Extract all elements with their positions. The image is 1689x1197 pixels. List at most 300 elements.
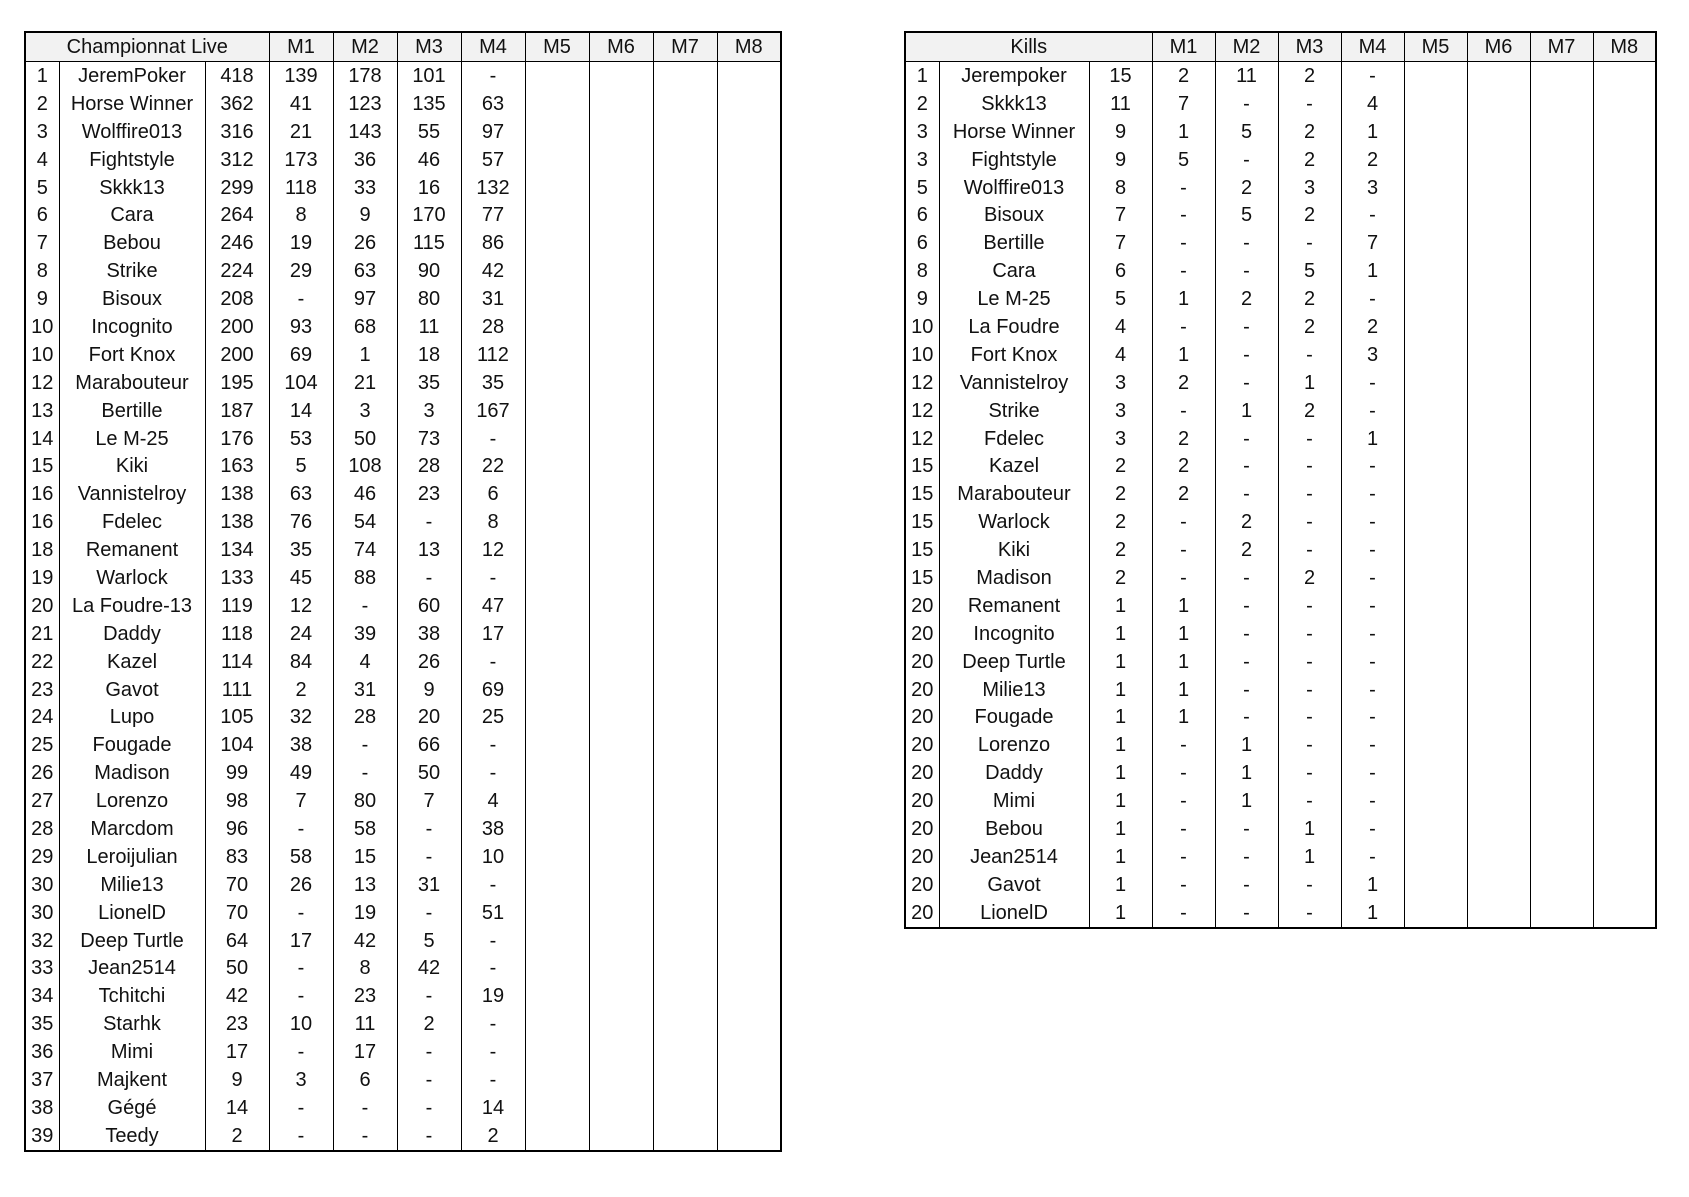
total-cell: 83 <box>205 843 269 871</box>
player-cell: Milie13 <box>59 871 205 899</box>
table-row <box>25 285 781 313</box>
score-cell <box>653 648 717 676</box>
score-cell <box>1404 564 1467 592</box>
total-cell: 1 <box>1089 871 1152 899</box>
score-cell <box>1467 508 1530 536</box>
score-cell: - <box>269 1122 333 1151</box>
score-cell: - <box>1341 843 1404 871</box>
score-cell: 2 <box>1278 313 1341 341</box>
score-cell <box>1530 229 1593 257</box>
score-cell: - <box>461 1066 525 1094</box>
score-cell: 36 <box>333 146 397 174</box>
score-cell: 58 <box>269 843 333 871</box>
score-cell <box>653 564 717 592</box>
player-cell: Cara <box>59 201 205 229</box>
rank-cell: 20 <box>905 871 939 899</box>
score-cell <box>653 229 717 257</box>
score-cell <box>1593 592 1656 620</box>
score-cell <box>1530 90 1593 118</box>
table-row <box>25 257 781 285</box>
rank-cell: 3 <box>25 118 59 146</box>
score-cell <box>717 1066 781 1094</box>
score-cell <box>1593 201 1656 229</box>
table-row <box>25 118 781 146</box>
rank-cell: 20 <box>905 731 939 759</box>
rank-cell: 2 <box>905 90 939 118</box>
player-cell: Marcdom <box>59 815 205 843</box>
total-cell: 3 <box>1089 425 1152 453</box>
score-cell: 104 <box>269 369 333 397</box>
score-cell: - <box>1278 703 1341 731</box>
score-cell: - <box>1341 648 1404 676</box>
score-cell: 2 <box>1278 146 1341 174</box>
total-cell: 4 <box>1089 341 1152 369</box>
score-cell: 7 <box>269 787 333 815</box>
total-cell: 17 <box>205 1038 269 1066</box>
score-cell <box>1593 564 1656 592</box>
score-cell: 29 <box>269 257 333 285</box>
score-cell: 47 <box>461 592 525 620</box>
score-cell: 24 <box>269 620 333 648</box>
total-cell: 1 <box>1089 648 1152 676</box>
score-cell: 2 <box>1278 62 1341 90</box>
score-cell <box>1404 201 1467 229</box>
rank-cell: 20 <box>905 787 939 815</box>
player-cell: LionelD <box>939 899 1089 928</box>
player-cell: LionelD <box>59 899 205 927</box>
score-cell: 38 <box>269 731 333 759</box>
score-cell: - <box>1278 536 1341 564</box>
score-cell <box>589 731 653 759</box>
score-cell: 9 <box>333 201 397 229</box>
score-cell <box>589 1094 653 1122</box>
total-cell: 8 <box>1089 174 1152 202</box>
score-cell <box>653 1122 717 1151</box>
score-cell <box>717 174 781 202</box>
player-cell: Daddy <box>59 620 205 648</box>
score-cell <box>525 313 589 341</box>
player-cell: Fougade <box>59 731 205 759</box>
table-row <box>905 843 1656 871</box>
score-cell: - <box>1278 648 1341 676</box>
score-cell <box>1404 146 1467 174</box>
rank-cell: 20 <box>905 620 939 648</box>
total-cell: 15 <box>1089 62 1152 90</box>
score-cell: 86 <box>461 229 525 257</box>
total-cell: 312 <box>205 146 269 174</box>
total-cell: 2 <box>1089 508 1152 536</box>
score-cell: - <box>1152 174 1215 202</box>
match-header: M3 <box>397 32 461 62</box>
player-cell: Bisoux <box>939 201 1089 229</box>
score-cell <box>1467 480 1530 508</box>
rank-cell: 15 <box>905 480 939 508</box>
table-row <box>25 1038 781 1066</box>
rank-cell: 20 <box>905 703 939 731</box>
score-cell <box>653 703 717 731</box>
score-cell <box>653 982 717 1010</box>
score-cell <box>1467 425 1530 453</box>
score-cell: - <box>1341 480 1404 508</box>
score-cell: 41 <box>269 90 333 118</box>
score-cell <box>589 341 653 369</box>
player-cell: Vannistelroy <box>59 480 205 508</box>
score-cell: 68 <box>333 313 397 341</box>
score-cell: - <box>1341 397 1404 425</box>
score-cell: - <box>1215 620 1278 648</box>
score-cell: - <box>461 564 525 592</box>
score-cell <box>1530 257 1593 285</box>
table-row <box>25 703 781 731</box>
score-cell: - <box>1341 676 1404 704</box>
score-cell <box>589 899 653 927</box>
score-cell <box>1593 731 1656 759</box>
score-cell: - <box>1341 815 1404 843</box>
score-cell <box>525 452 589 480</box>
score-cell: - <box>1341 536 1404 564</box>
score-cell: - <box>1152 229 1215 257</box>
table-row <box>905 787 1656 815</box>
score-cell <box>1593 118 1656 146</box>
rank-cell: 26 <box>25 759 59 787</box>
player-cell: Fightstyle <box>59 146 205 174</box>
rank-cell: 32 <box>25 927 59 955</box>
score-cell <box>717 536 781 564</box>
score-cell: 2 <box>1152 62 1215 90</box>
score-cell <box>717 90 781 118</box>
score-cell <box>1593 676 1656 704</box>
player-cell: Fougade <box>939 703 1089 731</box>
score-cell: 17 <box>269 927 333 955</box>
score-cell <box>589 536 653 564</box>
total-cell: 9 <box>205 1066 269 1094</box>
score-cell: 1 <box>1152 648 1215 676</box>
rank-cell: 20 <box>905 648 939 676</box>
score-cell: - <box>397 1122 461 1151</box>
player-cell: Wolffire013 <box>939 174 1089 202</box>
score-cell <box>1530 871 1593 899</box>
score-cell: - <box>1215 341 1278 369</box>
score-cell: 39 <box>333 620 397 648</box>
player-cell: Skkk13 <box>59 174 205 202</box>
score-cell <box>1467 118 1530 146</box>
score-cell <box>1467 759 1530 787</box>
score-cell <box>589 592 653 620</box>
score-cell <box>1404 118 1467 146</box>
score-cell: 20 <box>397 703 461 731</box>
player-cell: Warlock <box>939 508 1089 536</box>
score-cell: - <box>461 648 525 676</box>
score-cell <box>1467 62 1530 90</box>
score-cell: 3 <box>1341 174 1404 202</box>
championnat-table <box>24 31 782 1152</box>
score-cell: 4 <box>333 648 397 676</box>
table-row <box>25 648 781 676</box>
score-cell <box>1530 285 1593 313</box>
score-cell <box>589 843 653 871</box>
total-cell: 70 <box>205 899 269 927</box>
score-cell <box>653 1010 717 1038</box>
score-cell <box>653 1094 717 1122</box>
score-cell <box>1404 313 1467 341</box>
match-header: M2 <box>1215 32 1278 62</box>
rank-cell: 12 <box>905 425 939 453</box>
score-cell <box>525 982 589 1010</box>
table-row <box>905 397 1656 425</box>
rank-cell: 16 <box>25 480 59 508</box>
player-cell: Strike <box>59 257 205 285</box>
score-cell <box>1593 815 1656 843</box>
score-cell <box>1467 174 1530 202</box>
score-cell <box>589 871 653 899</box>
score-cell: - <box>1215 452 1278 480</box>
score-cell <box>589 982 653 1010</box>
score-cell <box>1404 731 1467 759</box>
player-cell: Bertille <box>59 397 205 425</box>
score-cell: 69 <box>461 676 525 704</box>
score-cell <box>1404 90 1467 118</box>
rank-cell: 34 <box>25 982 59 1010</box>
score-cell: 1 <box>1341 899 1404 928</box>
score-cell <box>717 955 781 983</box>
score-cell <box>589 397 653 425</box>
table-row <box>25 899 781 927</box>
score-cell <box>1530 369 1593 397</box>
score-cell: 53 <box>269 425 333 453</box>
score-cell <box>717 341 781 369</box>
score-cell: 1 <box>1341 871 1404 899</box>
score-cell: 1 <box>1152 620 1215 648</box>
score-cell <box>1404 592 1467 620</box>
table-title: Kills <box>905 32 1152 62</box>
score-cell: 35 <box>461 369 525 397</box>
player-cell: Warlock <box>59 564 205 592</box>
score-cell: 8 <box>461 508 525 536</box>
total-cell: 114 <box>205 648 269 676</box>
score-cell <box>589 146 653 174</box>
score-cell: 3 <box>1341 341 1404 369</box>
score-cell: 6 <box>461 480 525 508</box>
score-cell: 178 <box>333 62 397 90</box>
score-cell <box>653 676 717 704</box>
score-cell <box>1530 676 1593 704</box>
score-cell: - <box>1341 620 1404 648</box>
score-cell <box>1467 620 1530 648</box>
score-cell: 2 <box>1152 452 1215 480</box>
score-cell <box>525 480 589 508</box>
match-header: M4 <box>461 32 525 62</box>
score-cell <box>717 564 781 592</box>
score-cell: 1 <box>1215 397 1278 425</box>
score-cell <box>589 620 653 648</box>
score-cell <box>717 425 781 453</box>
score-cell <box>525 201 589 229</box>
score-cell: 2 <box>1278 397 1341 425</box>
table-row <box>905 452 1656 480</box>
score-cell <box>1530 592 1593 620</box>
score-cell <box>1593 174 1656 202</box>
rank-cell: 18 <box>25 536 59 564</box>
total-cell: 14 <box>205 1094 269 1122</box>
total-cell: 50 <box>205 955 269 983</box>
rank-cell: 16 <box>25 508 59 536</box>
table-row <box>25 62 781 90</box>
score-cell: 7 <box>1341 229 1404 257</box>
score-cell <box>1530 731 1593 759</box>
score-cell <box>525 118 589 146</box>
score-cell: - <box>1341 369 1404 397</box>
table-row <box>905 759 1656 787</box>
score-cell <box>653 174 717 202</box>
score-cell <box>1593 703 1656 731</box>
player-cell: Remanent <box>939 592 1089 620</box>
score-cell: 2 <box>1152 480 1215 508</box>
score-cell: - <box>397 815 461 843</box>
score-cell <box>717 871 781 899</box>
score-cell: 46 <box>397 146 461 174</box>
player-cell: Cara <box>939 257 1089 285</box>
score-cell <box>1593 257 1656 285</box>
score-cell: 26 <box>269 871 333 899</box>
score-cell: 97 <box>461 118 525 146</box>
rank-cell: 23 <box>25 676 59 704</box>
rank-cell: 12 <box>25 369 59 397</box>
total-cell: 299 <box>205 174 269 202</box>
rank-cell: 2 <box>25 90 59 118</box>
score-cell <box>1593 452 1656 480</box>
score-cell <box>717 592 781 620</box>
score-cell: 2 <box>1341 313 1404 341</box>
player-cell: Horse Winner <box>939 118 1089 146</box>
score-cell: - <box>1215 899 1278 928</box>
score-cell <box>1467 313 1530 341</box>
rank-cell: 7 <box>25 229 59 257</box>
score-cell: 93 <box>269 313 333 341</box>
total-cell: 111 <box>205 676 269 704</box>
player-cell: Madison <box>939 564 1089 592</box>
table-row <box>905 146 1656 174</box>
score-cell: 80 <box>333 787 397 815</box>
score-cell: - <box>1341 787 1404 815</box>
score-cell <box>525 871 589 899</box>
player-cell: Fort Knox <box>939 341 1089 369</box>
table-row <box>25 871 781 899</box>
rank-cell: 15 <box>905 508 939 536</box>
score-cell <box>525 843 589 871</box>
player-cell: Leroijulian <box>59 843 205 871</box>
total-cell: 2 <box>205 1122 269 1151</box>
score-cell <box>589 927 653 955</box>
score-cell <box>1467 452 1530 480</box>
score-cell: - <box>1215 815 1278 843</box>
score-cell <box>1530 536 1593 564</box>
score-cell: 38 <box>461 815 525 843</box>
score-cell <box>653 369 717 397</box>
score-cell: 1 <box>1215 731 1278 759</box>
table-row <box>905 703 1656 731</box>
score-cell <box>1404 341 1467 369</box>
table-row <box>25 452 781 480</box>
score-cell: 3 <box>333 397 397 425</box>
score-cell: 115 <box>397 229 461 257</box>
score-cell <box>589 174 653 202</box>
score-cell <box>589 313 653 341</box>
score-cell <box>653 843 717 871</box>
table-row <box>25 815 781 843</box>
score-cell <box>653 397 717 425</box>
score-cell: - <box>1278 731 1341 759</box>
score-cell <box>1467 201 1530 229</box>
score-cell: 1 <box>1152 285 1215 313</box>
score-cell <box>1593 843 1656 871</box>
table-row <box>905 899 1656 928</box>
score-cell <box>1530 174 1593 202</box>
total-cell: 195 <box>205 369 269 397</box>
player-cell: Madison <box>59 759 205 787</box>
score-cell <box>1467 731 1530 759</box>
rank-cell: 22 <box>25 648 59 676</box>
score-cell <box>717 1038 781 1066</box>
score-cell <box>717 313 781 341</box>
score-cell <box>717 229 781 257</box>
score-cell: 2 <box>397 1010 461 1038</box>
score-cell: - <box>1215 843 1278 871</box>
table-row <box>25 982 781 1010</box>
player-cell: La Foudre <box>939 313 1089 341</box>
total-cell: 316 <box>205 118 269 146</box>
score-cell: 42 <box>461 257 525 285</box>
score-cell: 123 <box>333 90 397 118</box>
score-cell <box>525 257 589 285</box>
score-cell: 5 <box>1215 201 1278 229</box>
score-cell <box>525 90 589 118</box>
player-cell: Remanent <box>59 536 205 564</box>
score-cell <box>1593 285 1656 313</box>
player-cell: Teedy <box>59 1122 205 1151</box>
score-cell: - <box>333 1094 397 1122</box>
score-cell <box>1530 787 1593 815</box>
total-cell: 2 <box>1089 452 1152 480</box>
score-cell <box>653 1038 717 1066</box>
table-row <box>25 480 781 508</box>
player-cell: Kazel <box>939 452 1089 480</box>
score-cell: - <box>1215 564 1278 592</box>
rank-cell: 9 <box>25 285 59 313</box>
rank-cell: 4 <box>25 146 59 174</box>
total-cell: 4 <box>1089 313 1152 341</box>
rank-cell: 35 <box>25 1010 59 1038</box>
score-cell <box>1530 564 1593 592</box>
total-cell: 96 <box>205 815 269 843</box>
score-cell <box>1404 62 1467 90</box>
table-row <box>25 1010 781 1038</box>
score-cell: 13 <box>397 536 461 564</box>
score-cell: 2 <box>269 676 333 704</box>
table-body <box>905 62 1656 928</box>
table-row <box>25 1066 781 1094</box>
score-cell <box>1530 201 1593 229</box>
score-cell: - <box>1278 676 1341 704</box>
score-cell <box>1404 425 1467 453</box>
score-cell: 31 <box>333 676 397 704</box>
score-cell <box>589 508 653 536</box>
score-cell: 26 <box>397 648 461 676</box>
rank-cell: 20 <box>905 815 939 843</box>
table-row <box>25 174 781 202</box>
score-cell: 14 <box>461 1094 525 1122</box>
score-cell: 10 <box>461 843 525 871</box>
score-cell <box>525 592 589 620</box>
